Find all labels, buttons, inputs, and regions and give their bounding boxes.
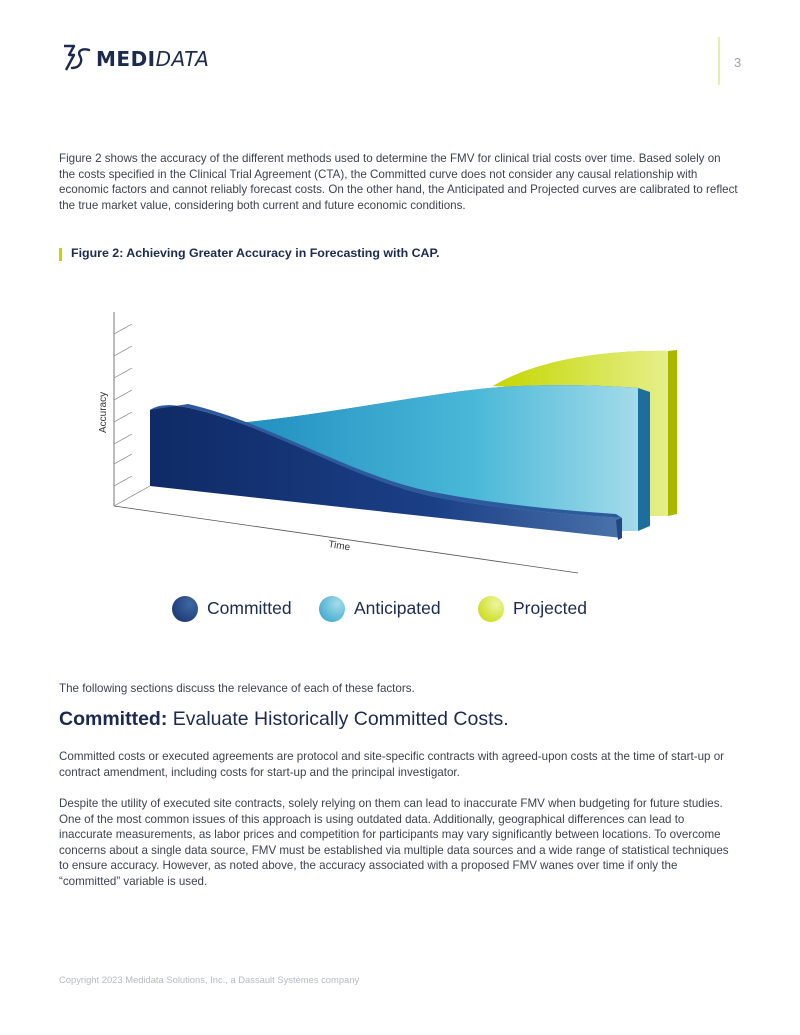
legend-label-anticipated: Anticipated <box>354 598 441 618</box>
section-paragraph-2: Despite the utility of executed site contracts, solely relying on them can lead to inaccurate FMV when budgeting for future studies. One of the most common issues of this approach is using outdated data. Additionally, geographical differences can lead to inaccurate measurements, as labor prices and competition for participants may vary significantly between locations. To overcome concerns about a single data source, FMV must be established via multiple data sources and a wide range of statistical techniques to ensure accuracy. However, as noted above, the accuracy associated with a proposed FMV wanes over time if only the “committed” variable is used. <box>59 797 729 888</box>
legend-swatch-anticipated <box>319 596 345 622</box>
legend-swatch-projected <box>478 596 504 622</box>
y-axis-label: Accuracy <box>98 391 109 433</box>
intro-paragraph: Figure 2 shows the accuracy of the different methods used to determine the FMV for clinical trial costs over time. Based solely on the costs specified in the Clinical Trial Agreement (CTA), the Committed curve does not consider any causal relationship with economic factors and cannot reliably forecast costs. On the other hand, the Anticipated and Projected curves are calibrated to reflect the true market value, considering both current and future economic conditions. <box>59 152 738 212</box>
accuracy-chart <box>90 300 700 590</box>
section-heading-bold: Committed: <box>59 708 168 730</box>
chart-legend <box>0 594 800 624</box>
x-axis-label: Time <box>327 539 351 554</box>
figure-title: Figure 2: Achieving Greater Accuracy in Forecasting with CAP. <box>71 246 440 260</box>
medidata-logo <box>60 42 230 74</box>
section-heading <box>59 708 509 731</box>
header-divider <box>718 37 720 85</box>
figure-title-accent <box>59 248 62 261</box>
section-paragraph-1: Committed costs or executed agreements are protocol and site-specific contracts with agreed-upon costs at the time of start-up or contract amendment, including costs for start-up and the principal investigator. <box>59 750 725 779</box>
logo-wordmark: MEDIDATA <box>96 47 210 71</box>
section-heading-rest: Evaluate Historically Committed Costs. <box>172 708 509 730</box>
page-number: 3 <box>734 55 742 70</box>
copyright-footer: Copyright 2023 Medidata Solutions, Inc., a Dassault Systèmes company <box>59 974 360 985</box>
following-sentence: The following sections discuss the relevance of each of these factors. <box>59 682 415 695</box>
legend-swatch-committed <box>172 596 198 622</box>
legend-label-projected: Projected <box>513 598 587 618</box>
dassault-3ds-icon <box>60 42 92 72</box>
legend-label-committed: Committed <box>207 598 292 618</box>
